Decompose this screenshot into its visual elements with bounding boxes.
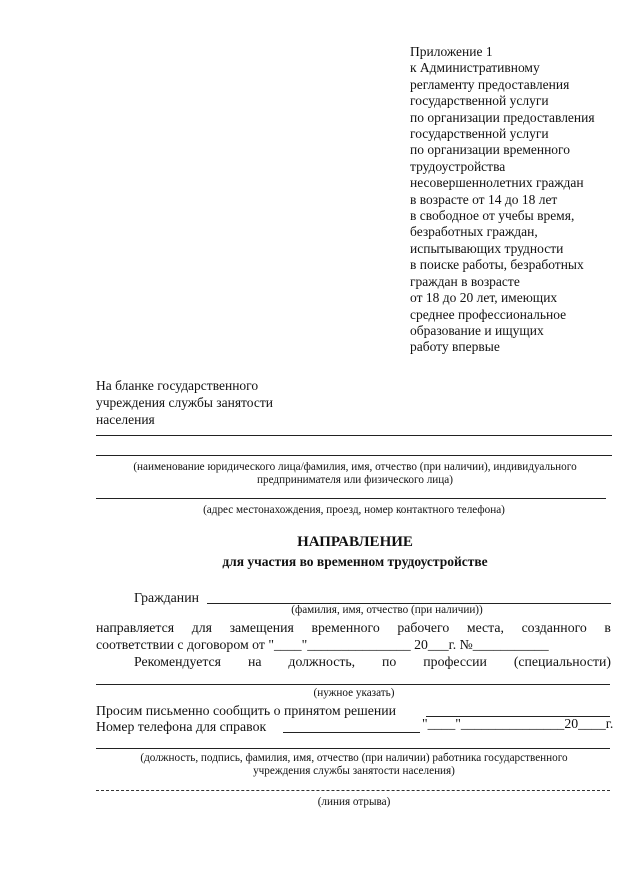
address-line[interactable] (96, 498, 606, 499)
org-name-line[interactable] (96, 455, 612, 456)
appendix-line: в поиске работы, безработных (410, 257, 584, 273)
recommended-line (134, 654, 611, 670)
appendix-line: среднее профессиональное (410, 306, 567, 322)
word: (специальности) (513, 654, 611, 669)
citizen-label: Гражданин (134, 590, 199, 605)
date-field[interactable]: "____"_______________20____г. (422, 716, 614, 731)
word: Рекомендуется (134, 654, 222, 669)
signature-line[interactable] (96, 748, 610, 749)
tear-line (96, 790, 610, 791)
org-name-line[interactable] (96, 435, 612, 436)
appendix-line: несовершеннолетних граждан (410, 175, 584, 191)
appendix-line: в свободное от учебы время, (410, 208, 575, 224)
word: временного (311, 620, 380, 635)
word: рабочего (397, 620, 450, 635)
position-field[interactable] (96, 684, 610, 685)
appendix-line: регламенту предоставления (410, 76, 570, 92)
word: на (247, 654, 262, 669)
appendix-line: по организации предоставления (410, 109, 595, 125)
word: в (604, 620, 611, 635)
word: профессии (423, 654, 487, 669)
specify-caption: (нужное указать) (313, 687, 395, 699)
request-label: Просим письменно сообщить о принятом решении (96, 703, 396, 718)
appendix-block (410, 44, 630, 356)
word: должность, (288, 654, 356, 669)
appendix-line: образование и ищущих (410, 322, 544, 338)
address-caption: (адрес местонахождения, проезд, номер контактного телефона) (203, 504, 505, 516)
signature-caption (96, 752, 612, 778)
word: направляется (96, 620, 175, 635)
org-name-caption (90, 461, 620, 487)
word: замещения (229, 620, 294, 635)
appendix-line: работу впервые (410, 339, 500, 355)
phone-field[interactable] (283, 732, 420, 733)
caption-text: (должность, подпись, фамилия, имя, отчество (при наличии) работника государственного (140, 752, 568, 764)
contract-line[interactable]: соответствии с договором от "____"_______________ 20___г. №___________ (96, 637, 549, 652)
appendix-line: безработных граждан, (410, 224, 538, 240)
appendix-line: трудоустройства (410, 158, 506, 174)
appendix-line: Приложение 1 (410, 44, 493, 59)
word: созданного (521, 620, 587, 635)
caption-text: учреждения службы занятости населения) (253, 765, 455, 777)
letterhead-line: учреждения службы занятости (96, 395, 273, 410)
caption-text: (наименование юридического лица/фамилия, имя, отчество (при наличии), индивидуального (133, 461, 577, 473)
phone-label: Номер телефона для справок (96, 719, 267, 734)
word: по (382, 654, 397, 669)
page-subtitle: для участия во временном трудоустройстве (222, 554, 488, 569)
appendix-line: граждан в возрасте (410, 273, 520, 289)
appendix-line: испытывающих трудности (410, 240, 564, 256)
letterhead-line: населения (96, 412, 155, 427)
word: для (191, 620, 212, 635)
tear-line-caption: (линия отрыва) (317, 796, 391, 808)
appendix-line: государственной услуги (410, 126, 549, 142)
letterhead-block (96, 377, 356, 428)
page-title: НАПРАВЛЕНИЕ (297, 534, 413, 550)
appendix-line: государственной услуги (410, 93, 549, 109)
appendix-line: в возрасте от 14 до 18 лет (410, 191, 558, 207)
appendix-line: к Административному (410, 60, 540, 76)
fio-caption: (фамилия, имя, отчество (при наличии)) (291, 604, 483, 616)
word: места, (466, 620, 504, 635)
letterhead-line: На бланке государственного (96, 378, 259, 393)
appendix-line: по организации временного (410, 142, 571, 158)
caption-text: предпринимателя или физического лица) (257, 474, 453, 486)
appendix-line: от 18 до 20 лет, имеющих (410, 290, 558, 306)
directed-line (96, 620, 611, 636)
